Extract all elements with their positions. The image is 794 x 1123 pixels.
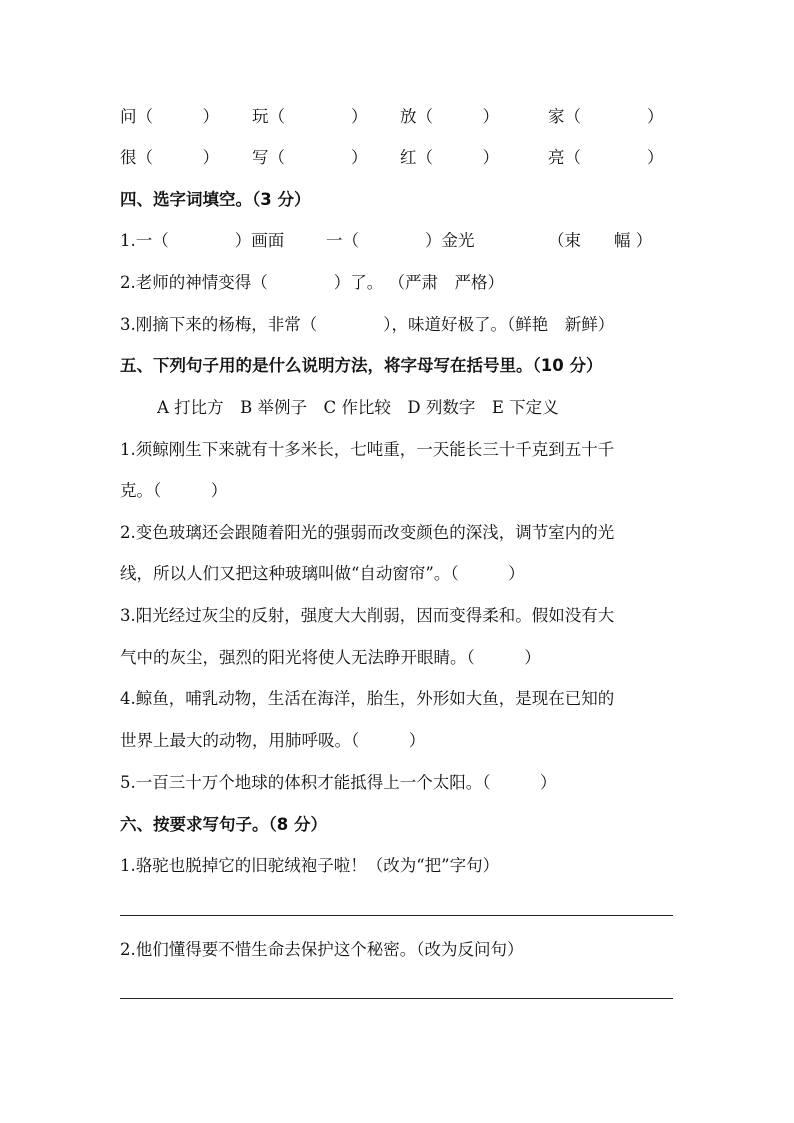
question-text: 世界上最大的动物，用肺呼吸。（ ） <box>120 731 426 750</box>
question-text: 线，所以人们又把这种玻璃叫做“自动窗帘”。（ ） <box>120 564 525 583</box>
question-text: 2.老师的神情变得（ ）了。 （严肃 严格） <box>120 273 504 292</box>
question-text: 一（ ）金光 <box>326 231 475 250</box>
grid-cell: 家（ ） <box>548 107 664 126</box>
section-5-heading: 五、下列句子用的是什么说明方法，将字母写在括号里。（10 分） <box>120 356 603 375</box>
question-text: 1.一（ ）画面 <box>120 231 285 250</box>
grid-cell: 写（ ） <box>252 148 368 167</box>
answer-line[interactable] <box>120 915 673 916</box>
grid-cell: 亮（ ） <box>548 148 664 167</box>
method-options: A 打比方 B 举例子 C 作比较 D 列数字 E 下定义 <box>157 398 559 417</box>
question-text: 3.阳光经过灰尘的反射，强度大大削弱，因而变得柔和。假如没有大 <box>120 606 615 625</box>
grid-cell: 玩（ ） <box>252 107 368 126</box>
grid-cell: 很（ ） <box>120 148 219 167</box>
grid-cell: 红（ ） <box>400 148 499 167</box>
answer-line[interactable] <box>120 998 673 999</box>
question-text: 2.他们懂得要不惜生命去保护这个秘密。（改为反问句） <box>120 940 524 959</box>
question-text: 4.鲸鱼，哺乳动物，生活在海洋，胎生，外形如大鱼，是现在已知的 <box>120 689 615 708</box>
question-text: 克。（ ） <box>120 481 228 500</box>
question-text: 3.刚摘下来的杨梅，非常（ ），味道好极了。（鲜艳 新鲜） <box>120 315 615 334</box>
grid-cell: 问（ ） <box>120 107 219 126</box>
grid-cell: 放（ ） <box>400 107 499 126</box>
question-text: 气中的灰尘，强烈的阳光将使人无法睁开眼睛。（ ） <box>120 648 541 667</box>
question-text: 5.一百三十万个地球的体积才能抵得上一个太阳。（ ） <box>120 773 557 792</box>
section-6-heading: 六、按要求写句子。（8 分） <box>120 815 327 834</box>
question-text: 2.变色玻璃还会跟随着阳光的强弱而改变颜色的深浅，调节室内的光 <box>120 523 615 542</box>
section-4-heading: 四、选字词填空。（3 分） <box>120 190 311 209</box>
question-text: 1.须鲸刚生下来就有十多米长，七吨重，一天能长三十千克到五十千 <box>120 440 615 459</box>
word-choices: （束 幅 ） <box>548 231 653 250</box>
question-text: 1.骆驼也脱掉它的旧驼绒袍子啦！（改为“把”字句） <box>120 856 500 875</box>
